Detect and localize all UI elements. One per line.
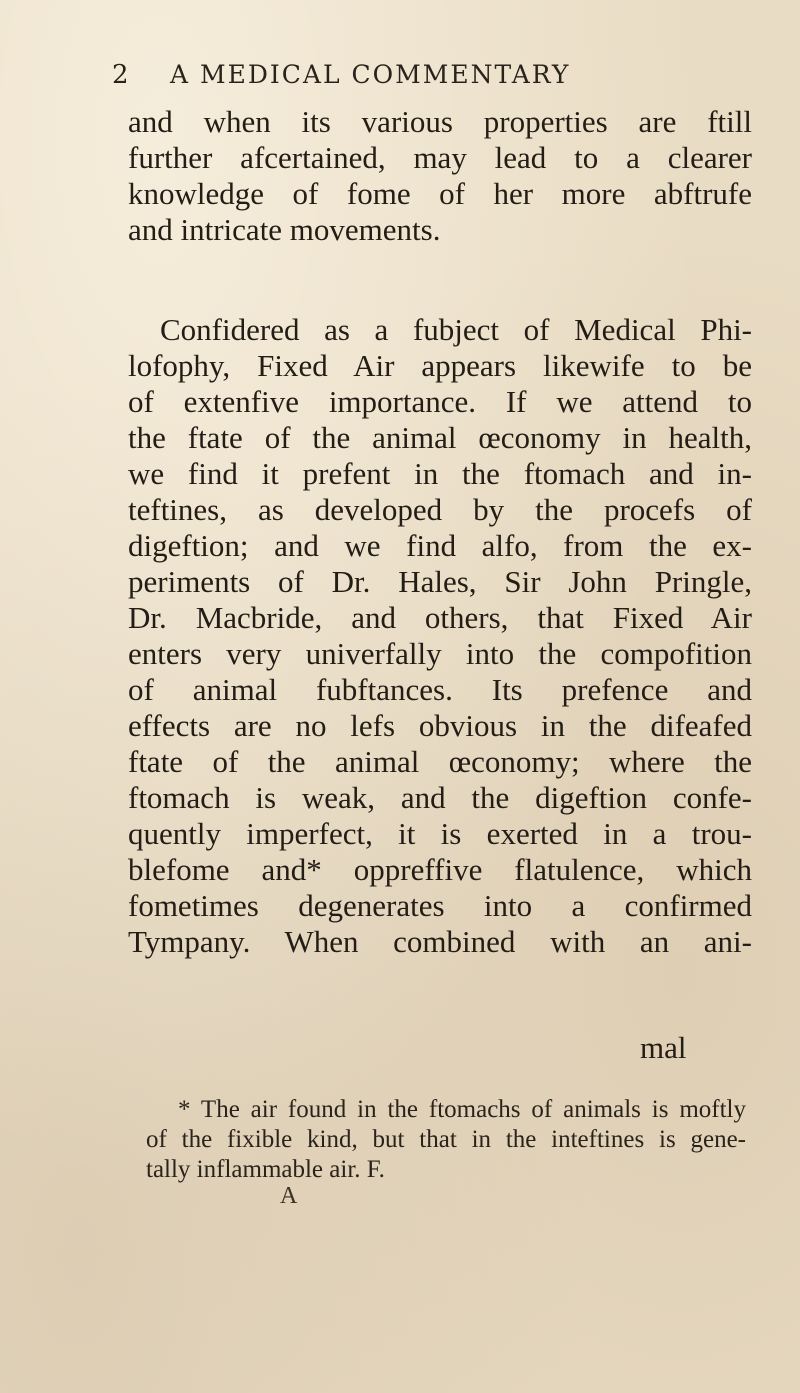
footnote-line: * The air found in the ftomachs of animals is moftly (178, 1096, 746, 1123)
text-line: enters very univerfally into the compofition (128, 636, 752, 671)
footnote (146, 1095, 746, 1185)
text-line: ftate of the animal œconomy; where the (128, 744, 752, 779)
text-line: Confidered as a fubject of Medical Phi- (160, 312, 752, 347)
text-line: ftomach is weak, and the digeftion confe- (128, 780, 752, 815)
text-line: we find it prefent in the ftomach and in- (128, 456, 752, 491)
text-line: Tympany. When combined with an ani- (128, 924, 752, 959)
paragraph-1 (128, 104, 752, 248)
body-text (128, 104, 752, 960)
catchword: mal (640, 1030, 687, 1065)
footnote-line: tally inflammable air. F. (146, 1156, 385, 1183)
paragraph-2 (128, 312, 752, 960)
text-line: effects are no lefs obvious in the difeafed (128, 708, 752, 743)
page-number: 2 (112, 60, 129, 90)
text-line: further afcertained, may lead to a clearer (128, 140, 752, 175)
text-line: and when its various properties are ftill (128, 104, 752, 139)
paragraph-gap (128, 248, 752, 312)
running-head (112, 60, 732, 100)
text-line: of extenfive importance. If we attend to (128, 384, 752, 419)
signature-mark: A (280, 1183, 298, 1209)
text-line: knowledge of fome of her more abftrufe (128, 176, 752, 211)
text-line: Dr. Macbride, and others, that Fixed Air (128, 600, 752, 635)
footnote-line: of the fixible kind, but that in the inteftines is gene- (146, 1126, 746, 1153)
text-line: quently imperfect, it is exerted in a trou- (128, 816, 752, 851)
text-line: blefome and* oppreffive flatulence, which (128, 852, 752, 887)
text-line: and intricate movements. (128, 212, 441, 247)
text-line: the ftate of the animal œconomy in health, (128, 420, 752, 455)
text-line: digeftion; and we find alfo, from the ex- (128, 528, 752, 563)
text-line: teftines, as developed by the procefs of (128, 492, 752, 527)
text-line: of animal fubftances. Its prefence and (128, 672, 752, 707)
running-title: A MEDICAL COMMENTARY (170, 60, 571, 89)
text-line: periments of Dr. Hales, Sir John Pringle, (128, 564, 752, 599)
text-line: lofophy, Fixed Air appears likewife to be (128, 348, 752, 383)
text-line: fometimes degenerates into a confirmed (128, 888, 752, 923)
